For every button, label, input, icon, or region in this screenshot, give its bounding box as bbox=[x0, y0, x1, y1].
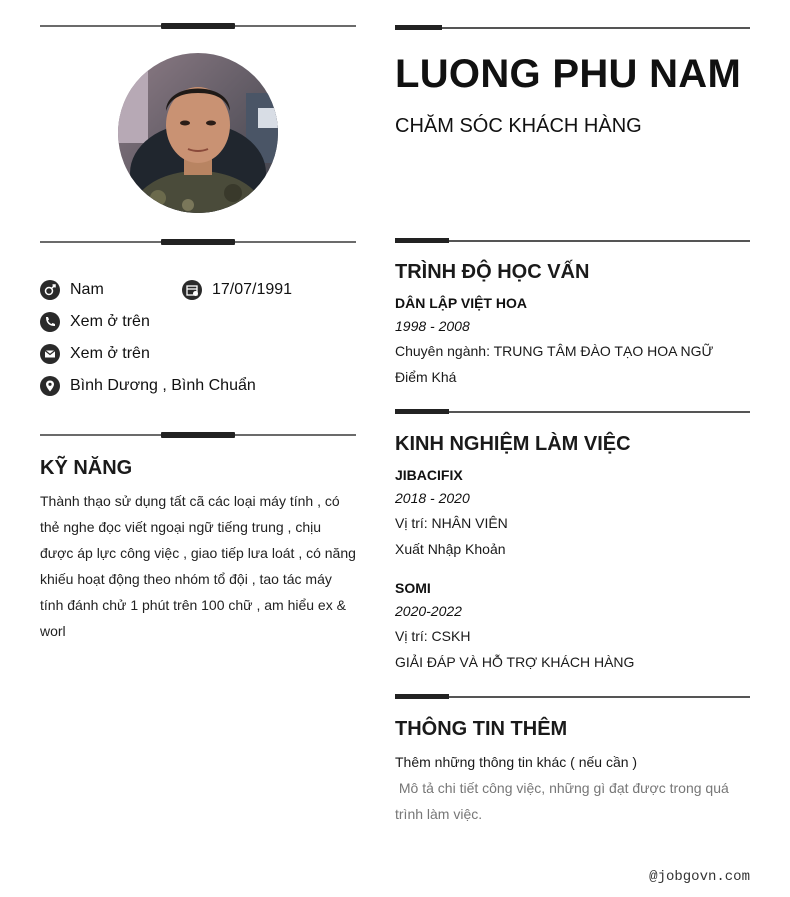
skills-divider bbox=[40, 434, 356, 436]
job-company: JIBACIFIX bbox=[395, 467, 463, 483]
profile-photo bbox=[118, 53, 278, 213]
email-text: Xem ở trên bbox=[70, 345, 150, 362]
gender-icon bbox=[40, 280, 60, 300]
education-divider bbox=[395, 240, 750, 242]
job-position: Vị trí: CSKH bbox=[395, 628, 471, 644]
education-period: 1998 - 2008 bbox=[395, 318, 470, 334]
education-school: DÂN LẬP VIỆT HOA bbox=[395, 295, 527, 311]
full-name: LUONG PHU NAM bbox=[395, 52, 742, 96]
calendar-icon bbox=[182, 280, 202, 300]
skills-description: Thành thạo sử dụng tất cã các loại máy tính , có thẻ nghe đọc viết ngoại ngữ tiếng trung , chịu được áp lực công việc , giao tiếp lưa loát , có năng khiếu hoạt động theo nhóm tổ đội , tao tác máy tính đánh chử 1 phút trên 100 chữ , am hiểu ex & worl bbox=[40, 493, 356, 639]
phone-text: Xem ở trên bbox=[70, 313, 150, 330]
watermark: @jobgovn.com bbox=[649, 869, 750, 885]
gender-text: Nam bbox=[70, 281, 104, 298]
experience-title: KINH NGHIỆM LÀM VIỆC bbox=[395, 433, 631, 455]
location-icon bbox=[40, 376, 60, 396]
avatar bbox=[118, 53, 278, 213]
top-right-divider bbox=[395, 27, 750, 29]
job-role: CHĂM SÓC KHÁCH HÀNG bbox=[395, 115, 642, 137]
skills-title: KỸ NĂNG bbox=[40, 457, 133, 479]
job-description: GIẢI ĐÁP VÀ HỖ TRỢ KHÁCH HÀNG bbox=[395, 654, 635, 670]
address-text: Bình Dương , Bình Chuẩn bbox=[70, 377, 256, 394]
additional-divider bbox=[395, 696, 750, 698]
additional-description: Mô tả chi tiết công việc, những gì đạt được trong quá trình làm việc. bbox=[395, 780, 733, 822]
experience-divider bbox=[395, 411, 750, 413]
education-major: Chuyên ngành: TRUNG TÂM ĐÀO TẠO HOA NGỮ bbox=[395, 343, 714, 359]
job-position: Vị trí: NHÂN VIÊN bbox=[395, 515, 508, 531]
job-period: 2020-2022 bbox=[395, 603, 462, 619]
phone-icon bbox=[40, 312, 60, 332]
additional-subtitle: Thêm những thông tin khác ( nếu cần ) bbox=[395, 754, 638, 770]
job-period: 2018 - 2020 bbox=[395, 490, 470, 506]
mid-left-divider bbox=[40, 241, 356, 243]
education-title: TRÌNH ĐỘ HỌC VẤN bbox=[395, 261, 590, 283]
additional-title: THÔNG TIN THÊM bbox=[395, 718, 568, 740]
job-description: Xuất Nhập Khoản bbox=[395, 541, 506, 557]
email-icon bbox=[40, 344, 60, 364]
top-left-divider bbox=[40, 25, 356, 27]
education-grade: Điểm Khá bbox=[395, 369, 457, 385]
job-company: SOMI bbox=[395, 580, 431, 596]
birthdate-text: 17/07/1991 bbox=[212, 281, 293, 298]
